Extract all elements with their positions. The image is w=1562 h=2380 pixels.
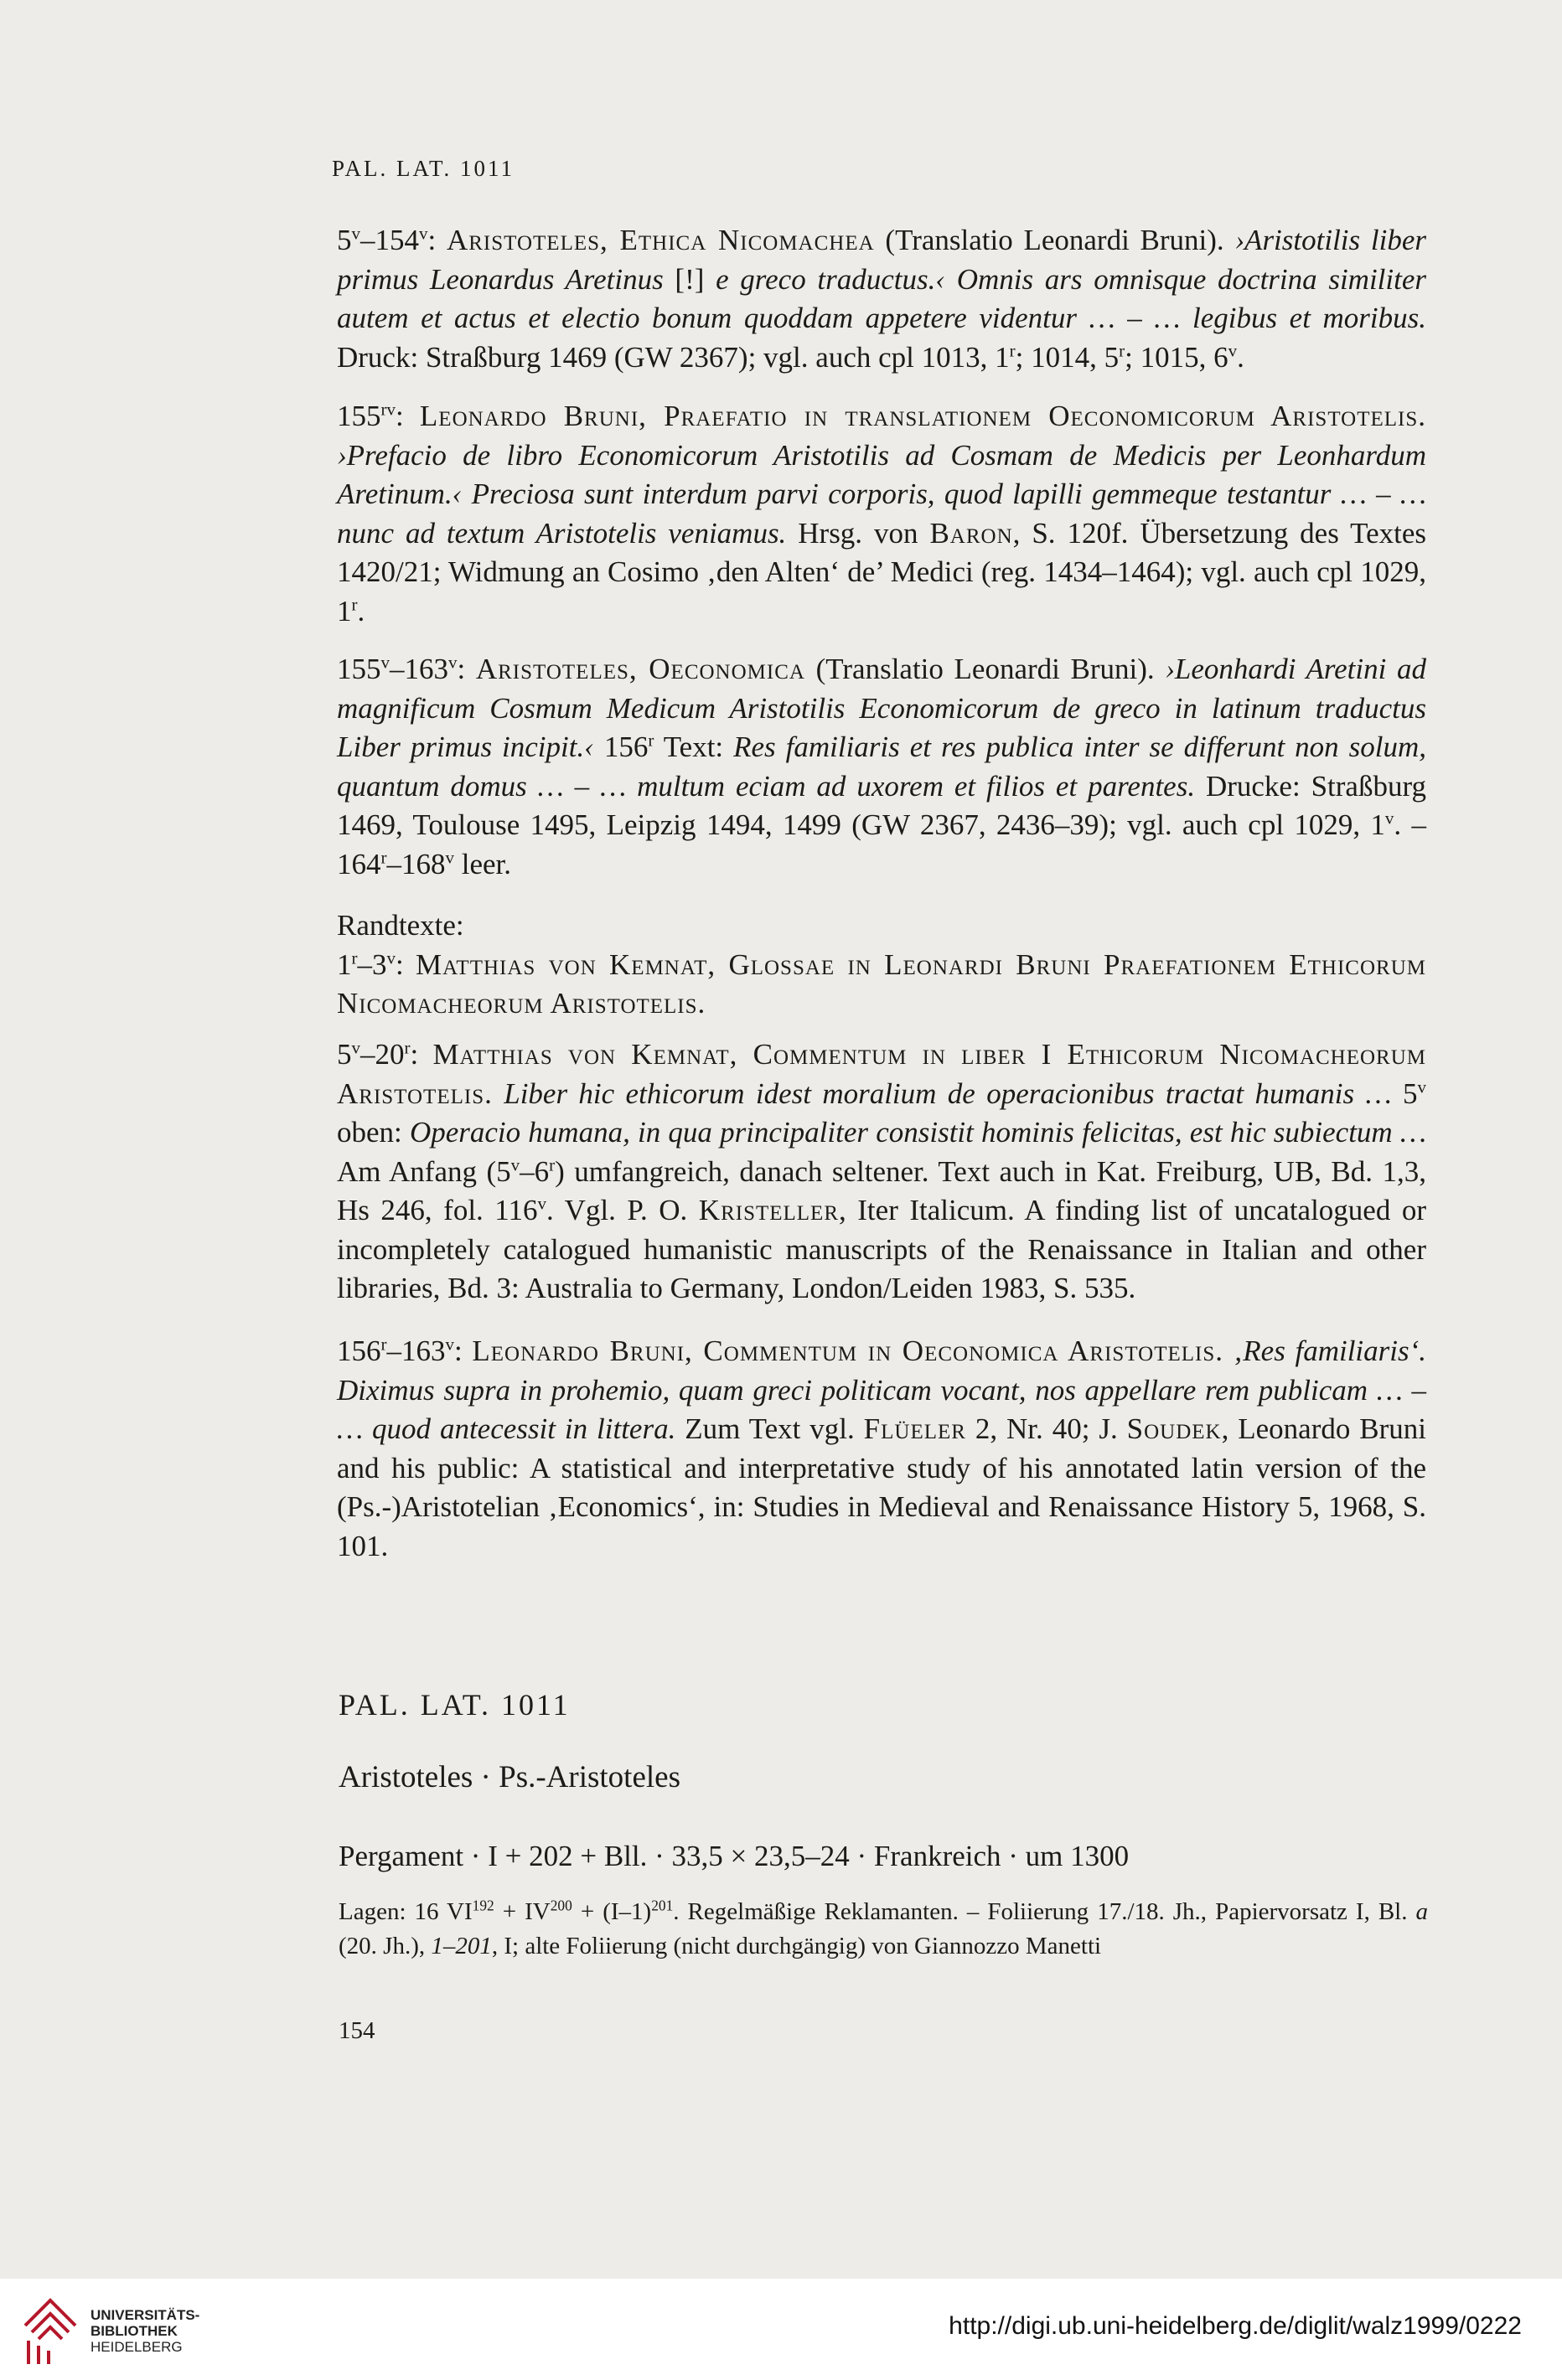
entry-paragraph: 156$^r$–163$^v$: Leonardo Bruni, Commentum in Oeconomica Aristotelis. ‚Res familiaris‘. Diximus supra in prohemio, quam greci politicam vocant, nos appellare rem publicam … – … quod antecessit in littera. Zum Text vgl. Flüeler 2, Nr. 40; J. Soudek, Leonardo Bruni and his public: A statistical and interpretative study of his annotated latin version of the (Ps.-)Aristotelian ‚Economics‘, in: Studies in Medieval and Renaissance History 5, 1968, S. 101. [337,1334,1427,1562]
lagen-description: Lagen: 16 $VI^{192} + IV^{200} + (I-1)^{201}$. Regelmäßige Reklamanten. – Foliierung 17./18. Jh., Papiervorsatz I, Bl. a (20. Jh.), 1–201, I; alte Foliierung (nicht durchgängig) von Giannozzo Manetti [339,1897,1429,1959]
entry-bruni-commentum [337,1332,1426,1566]
work-heading: Aristoteles, Oeconomica [475,653,805,685]
entry-paragraph: 5$^v$–20$^r$: Matthias von Kemnat, Commentum in liber I Ethicorum Nicomacheorum Aristotelis. Liber hic ethicorum idest moralium de operacionibus tractat humanis … 5$^v$ oben: Operacio humana, in qua principaliter consistit hominis felicitas, est hic subiectum … Am Anfang (5$^v$–6$^r$) umfangreich, danach seltener. Text auch in Kat. Freiburg, UB, Bd. 1,3, Hs 246, fol. 116$^v$. Vgl. P. O. Kristeller, Iter Italicum. A finding list of uncatalogued or incompletely catalogued humanistic manuscripts of the Renaissance in Italian and other libraries, Bd. 3: Australia to Germany, London/Leiden 1983, S. 535. [337,1037,1427,1304]
entry-aristoteles-oeconomica [337,650,1426,884]
entry-bruni-praefatio [337,397,1426,631]
page-number: 154 [339,2017,375,2044]
entry-paragraph: 155$^v$–163$^v$: Aristoteles, Oeconomica (Translatio Leonardi Bruni). ›Leonhardi Aretini ad magnificum Cosmum Medicum Aristotilis Economicorum de greco in latinum traductus Liber primus incipit.‹ 156$^r$ Text: Res familiaris et res publica inter se differunt non solum, quantum domus … – … multum eciam ad uxorem et filios et parentes. Drucke: Straßburg 1469, Toulouse 1495, Leipzig 1494, 1499 (GW 2367, 2436–39); vgl. auch cpl 1029, 1$^v$. – 164$^r$–168$^v$ leer. [337,652,1426,880]
work-heading: Leonardo Bruni, Praefatio in translationem Oeconomicorum Aristotelis. [419,400,1426,432]
footer-bar [0,2279,1562,2380]
author-name: Kristeller [698,1194,840,1226]
entry-kemnat-commentum [337,1035,1426,1309]
work-heading: Matthias von Kemnat, Commentum in liber I Ethicorum Nicomacheorum Aristotelis. [337,1038,1426,1110]
incipit: Liber hic ethicorum idest moralium de operacionibus tractat humanis … [492,1076,1392,1110]
incipit: Operacio humana, in qua principaliter consistit hominis felicitas, est hic subiectum … [409,1116,1426,1149]
entry-aristoteles-ethica [337,221,1426,377]
editor-name: Baron [929,516,1013,550]
library-name: UNIVERSITÄTS- BIBLIOTHEK HEIDELBERG [91,2307,200,2355]
author-name: Soudek [1126,1412,1222,1445]
section-title: PAL. LAT. 1011 [339,1688,571,1722]
randtexte-label: Randtexte: [337,909,464,942]
physical-description: Pergament · I + 202 + Bll. · 33,5 × 23,5–24 · Frankreich · um 1300 [339,1840,1130,1872]
incipit: ›Prefacio de libro Economicorum Aristotilis ad Cosmam de Medicis per Leonhardum Aretinum.‹ Preciosa sunt interdum parvi corporis, quod lapilli gemmeque testantur … – … nunc ad textum Aristotelis veniamus. [337,438,1426,550]
incipit: ›Leonhardi Aretini ad magnificum Cosmum Medicum Aristotilis Economicorum de greco in latinum traductus Liber primus incipit.‹ [337,653,1426,763]
section-authors: Aristoteles · Ps.-Aristoteles [339,1760,680,1794]
incipit: Res familiaris et res publica inter se differunt non solum, quantum domus … – … multum eciam ad uxorem et filios et parentes. [337,731,1426,803]
incipit: ›Aristotilis liber primus Leonardus Aretinus [337,224,1426,296]
running-head: PAL. LAT. 1011 [332,156,515,181]
author-name: Flüeler [863,1412,966,1445]
entry-randtexte-glossae [337,906,1426,1024]
permalink-url[interactable]: http://digi.ub.uni-heidelberg.de/diglit/walz1999/0222 [949,2312,1522,2340]
incipit: e greco traductus.‹ Omnis ars omnisque doctrina similiter autem et actus et electio bonum quoddam appetere videntur … – … legibus et moribus. [337,262,1427,334]
work-heading: Leonardo Bruni, Commentum in Oeconomica Aristotelis. [472,1335,1224,1367]
work-heading: Matthias von Kemnat, Glossae in Leonardi Bruni Praefationem Ethicorum Nicomacheorum Aristotelis. [337,947,1426,1020]
entry-paragraph: 5$^v$–154$^v$: Aristoteles, Ethica Nicomachea (Translatio Leonardi Bruni). ›Aristotilis liber primus Leonardus Aretinus [!] e greco traductus.‹ Omnis ars omnisque doctrina similiter autem et actus et electio bonum quoddam appetere videntur … – … legibus et moribus. Druck: Straßburg 1469 (GW 2367); vgl. auch cpl 1013, 1$^r$; 1014, 5$^r$; 1015, 6$^v$. [337,223,1427,374]
entry-paragraph: 1$^r$–3$^v$: Matthias von Kemnat, Glossae in Leonardi Bruni Praefationem Ethicorum Nicomacheorum Aristotelis. [337,947,1426,1020]
incipit: ‚Res familiaris‘. Diximus supra in prohemio, quam greci politicam vocant, nos appellare rem publicam … – … quod antecessit in littera. [337,1335,1427,1445]
entry-paragraph: $155^{rv}$: Leonardo Bruni, Praefatio in translationem Oeconomicorum Aristotelis. ›Prefacio de libro Economicorum Aristotilis ad Cosmam de Medicis per Leonhardum Aretinum.‹ Preciosa sunt interdum parvi corporis, quod lapilli gemmeque testantur … – … nunc ad textum Aristotelis veniamus. Hrsg. von Baron, S. 120f. Übersetzung des Textes 1420/21; Widmung an Cosimo ‚den Alten‘ de’ Medici (reg. 1434–1464); vgl. auch cpl 1029, 1$^r$. [337,399,1426,627]
university-library-logo-icon [17,2292,85,2367]
work-heading: Aristoteles, Ethica Nicomachea [446,224,875,256]
